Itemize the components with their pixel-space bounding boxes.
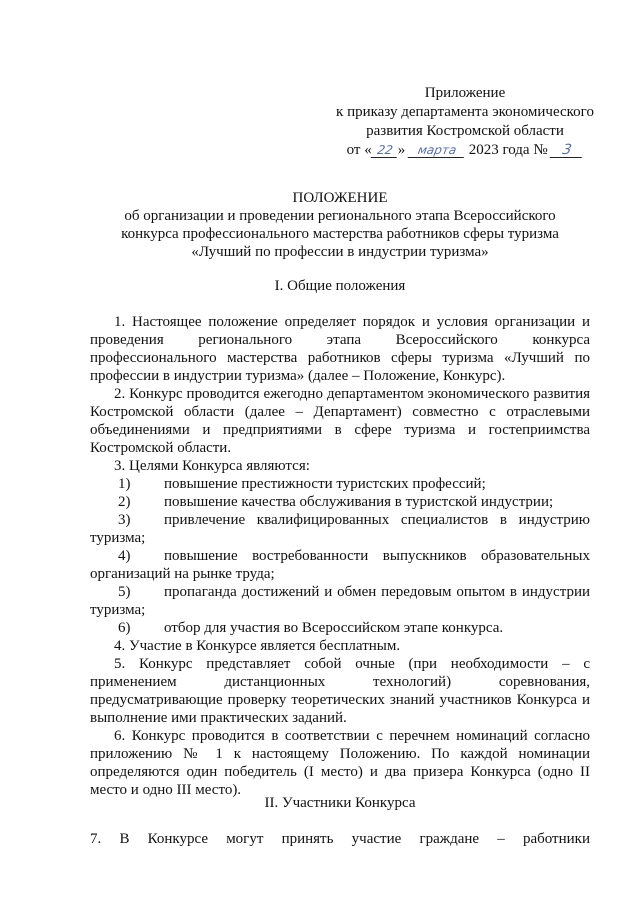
header-date-line xyxy=(310,141,620,160)
goal-number: 1) xyxy=(118,476,131,492)
goal-item-4 xyxy=(90,547,590,583)
goal-item-5 xyxy=(90,583,590,619)
paragraph-3: 3. Целями Конкурса являются: xyxy=(114,458,310,474)
header-line-1: Приложение xyxy=(424,85,506,101)
paragraph-6: 6. Конкурс проводится в соответствии с перечнем номинаций согласно приложению № 1 к настоящему Положению. По каждой номинации определяются один победитель (I место) и два призера Конкурса (одно II место и одно III место). xyxy=(90,728,590,798)
paragraph-1: 1. Настоящее положение определяет порядок и условия организации и проведения регионального этапа Всероссийского конкурса профессионального мастерства работников сферы туризма «Лучший по профессии в индустрии туризма» (далее – Положение, Конкурс). xyxy=(90,314,590,384)
goal-text: пропаганда достижений и обмен передовым опытом в индустрии туризма; xyxy=(90,584,590,618)
title-line-3: «Лучший по профессии в индустрии туризма» xyxy=(191,244,489,260)
goal-text: повышение престижности туристских профессий; xyxy=(164,476,486,492)
section-2-heading: II. Участники Конкурса xyxy=(264,795,416,811)
appendix-header xyxy=(310,84,620,160)
handwritten-day: 22 xyxy=(370,143,399,158)
title-line-2: конкурса профессионального мастерства работников сферы туризма xyxy=(121,226,559,242)
goal-item-6 xyxy=(90,619,590,637)
date-mid: » xyxy=(397,142,406,158)
paragraph-4: 4. Участие в Конкурсе является бесплатным. xyxy=(114,638,401,654)
handwritten-order-number: 3 xyxy=(550,143,585,158)
paragraph-7: 7. В Конкурсе могут принять участие граждане – работники xyxy=(90,831,590,847)
goal-number: 3) xyxy=(118,512,131,528)
goal-text: привлечение квалифицированных специалистов в индустрию туризма; xyxy=(90,512,590,546)
date-prefix: от « xyxy=(346,142,372,158)
goal-number: 4) xyxy=(118,548,131,564)
goal-item-3 xyxy=(90,511,590,547)
goal-number: 5) xyxy=(118,584,131,600)
goal-text: повышение востребованности выпускников образовательных организаций на рынке труда; xyxy=(90,548,590,582)
handwritten-month: марта xyxy=(408,143,467,158)
goal-text: повышение качества обслуживания в туристской индустрии; xyxy=(164,494,554,510)
goal-number: 2) xyxy=(118,494,131,510)
goal-item-1 xyxy=(90,475,590,493)
goal-number: 6) xyxy=(118,620,131,636)
goal-item-2 xyxy=(90,493,590,511)
header-line-2: к приказу департамента экономического xyxy=(336,104,594,120)
document-title xyxy=(90,189,590,261)
title-line-1: об организации и проведении регионального этапа Всероссийского xyxy=(124,208,556,224)
title-heading: ПОЛОЖЕНИЕ xyxy=(292,190,388,206)
section-1-heading: I. Общие положения xyxy=(274,278,406,294)
section-1-body xyxy=(90,313,590,799)
date-year-text: 2023 года № xyxy=(468,142,548,158)
header-line-3: развития Костромской области xyxy=(366,123,564,139)
paragraph-5: 5. Конкурс представляет собой очные (при необходимости – с применением дистанционных технологий) соревнования, предусматривающие проверку теоретических знаний участников Конкурса и выполнение ими практических заданий. xyxy=(90,656,590,726)
goal-text: отбор для участия во Всероссийском этапе конкурса. xyxy=(164,620,504,636)
paragraph-2: 2. Конкурс проводится ежегодно департаментом экономического развития Костромской области (далее – Департамент) совместно с отраслевыми объединениями и предприятиями в сфере туризма и гостеприимства Костромской области. xyxy=(90,386,590,456)
